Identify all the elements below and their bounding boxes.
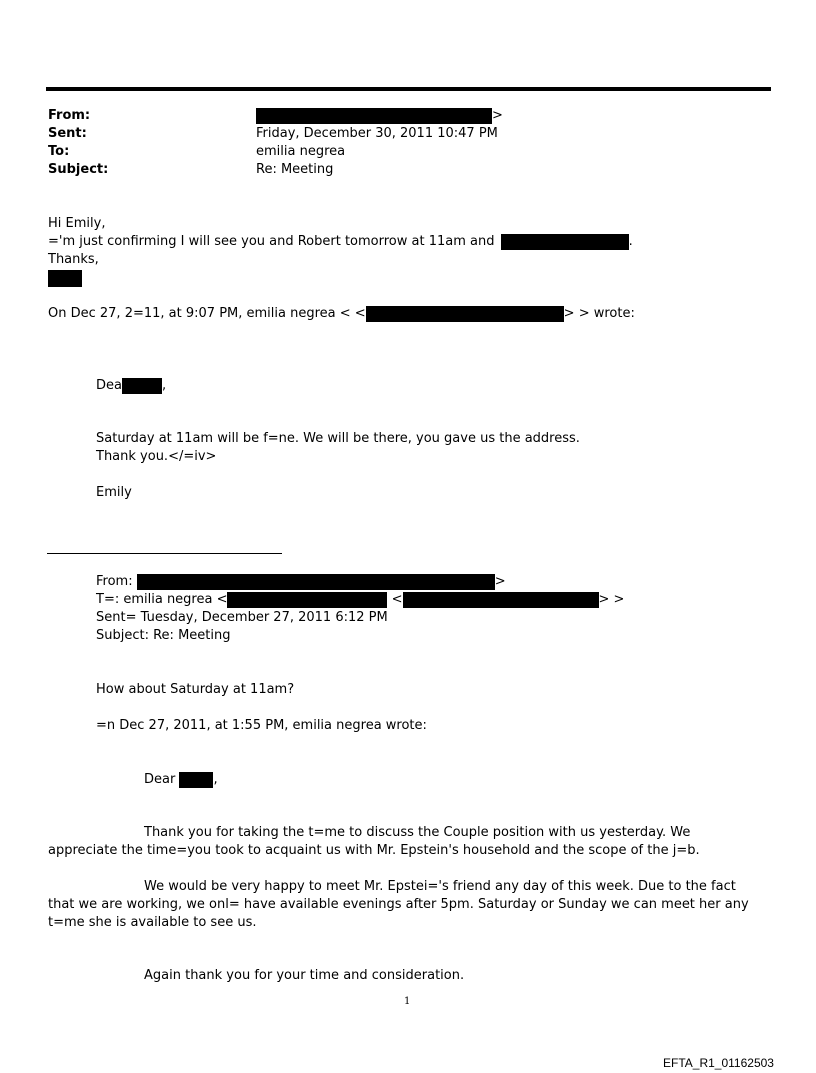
redaction-block xyxy=(256,108,492,124)
reply-line1-end: . xyxy=(628,234,633,249)
redaction-block xyxy=(403,592,599,608)
from-label: From: xyxy=(48,108,91,123)
quote1-sign: Emily xyxy=(96,485,132,500)
quote3-paragraph-3: Again thank you for your time and consideration. xyxy=(144,968,465,983)
subject-label: Subject: xyxy=(48,162,109,177)
quote2-subject: Subject: Re: Meeting xyxy=(96,628,231,643)
reply-line1 xyxy=(48,233,633,251)
quote3-greeting-text: Dear xyxy=(144,772,176,787)
quote3-greeting xyxy=(144,771,218,789)
quote1-greeting-end: , xyxy=(161,378,167,393)
redaction-block xyxy=(366,306,564,322)
quote2-to-bracket: < xyxy=(391,592,403,607)
separator-line xyxy=(47,553,282,554)
from-value xyxy=(256,107,503,125)
quote1-body1: Saturday at 11am will be f=ne. We will be there, you gave us the address. xyxy=(96,431,580,446)
redaction-block xyxy=(179,772,213,788)
quote1-greeting xyxy=(96,377,166,395)
redaction-block xyxy=(122,378,162,394)
sent-value: Friday, December 30, 2011 10:47 PM xyxy=(256,126,498,141)
reply-thanks: Thanks, xyxy=(48,252,99,267)
header-rule xyxy=(46,87,771,91)
quote-intro-end: > > wrote: xyxy=(563,306,635,321)
reply-line1-text: ='m just confirming I will see you and Robert tomorrow at 11am and xyxy=(48,234,495,249)
document-id: EFTA_R1_01162503 xyxy=(663,1056,774,1070)
page-number: 1 xyxy=(404,996,411,1007)
redaction-block xyxy=(48,270,82,287)
quote1-greeting-text: Dea xyxy=(96,378,122,393)
quote3-paragraph-2: We would be very happy to meet Mr. Epstei='s friend any day of this week. Due to the fact that we are working, we onl= have available evenings after 5pm. Saturday or Sunday we can meet her any t=me she is available to see us. xyxy=(48,879,749,930)
redaction-block xyxy=(227,592,387,608)
redaction-block xyxy=(137,574,495,590)
quote2-to xyxy=(96,591,624,609)
quote2-from xyxy=(96,573,506,591)
quote2-from-label: From: xyxy=(96,574,133,589)
redaction-block xyxy=(501,234,629,250)
sent-label: Sent: xyxy=(48,126,87,141)
quote3-greeting-end: , xyxy=(213,772,218,787)
quote2-to-end: > > xyxy=(598,592,625,607)
quote2-sent: Sent= Tuesday, December 27, 2011 6:12 PM xyxy=(96,610,388,625)
quote-intro xyxy=(48,305,635,323)
quote1-body2: Thank you.</=iv> xyxy=(96,449,217,464)
reply-greeting: Hi Emily, xyxy=(48,216,106,231)
quote3-paragraph-1: Thank you for taking the t=me to discuss the Couple position with us yesterday. We appreciate the time=you took to acquaint us with Mr. Epstein's household and the scope of the j=b. xyxy=(48,825,700,858)
to-value: emilia negrea xyxy=(256,144,346,159)
quote-intro-text: On Dec 27, 2=11, at 9:07 PM, emilia negrea < < xyxy=(48,306,366,321)
from-suffix: > xyxy=(492,108,503,123)
quote2-to-text: T=: emilia negrea < xyxy=(96,592,228,607)
signature-redaction xyxy=(48,270,82,288)
quote2-from-suffix: > xyxy=(494,574,506,589)
quote2-intro: =n Dec 27, 2011, at 1:55 PM, emilia negrea wrote: xyxy=(96,718,427,733)
to-label: To: xyxy=(48,144,70,159)
subject-value: Re: Meeting xyxy=(256,162,334,177)
quote2-body: How about Saturday at 11am? xyxy=(96,682,295,697)
